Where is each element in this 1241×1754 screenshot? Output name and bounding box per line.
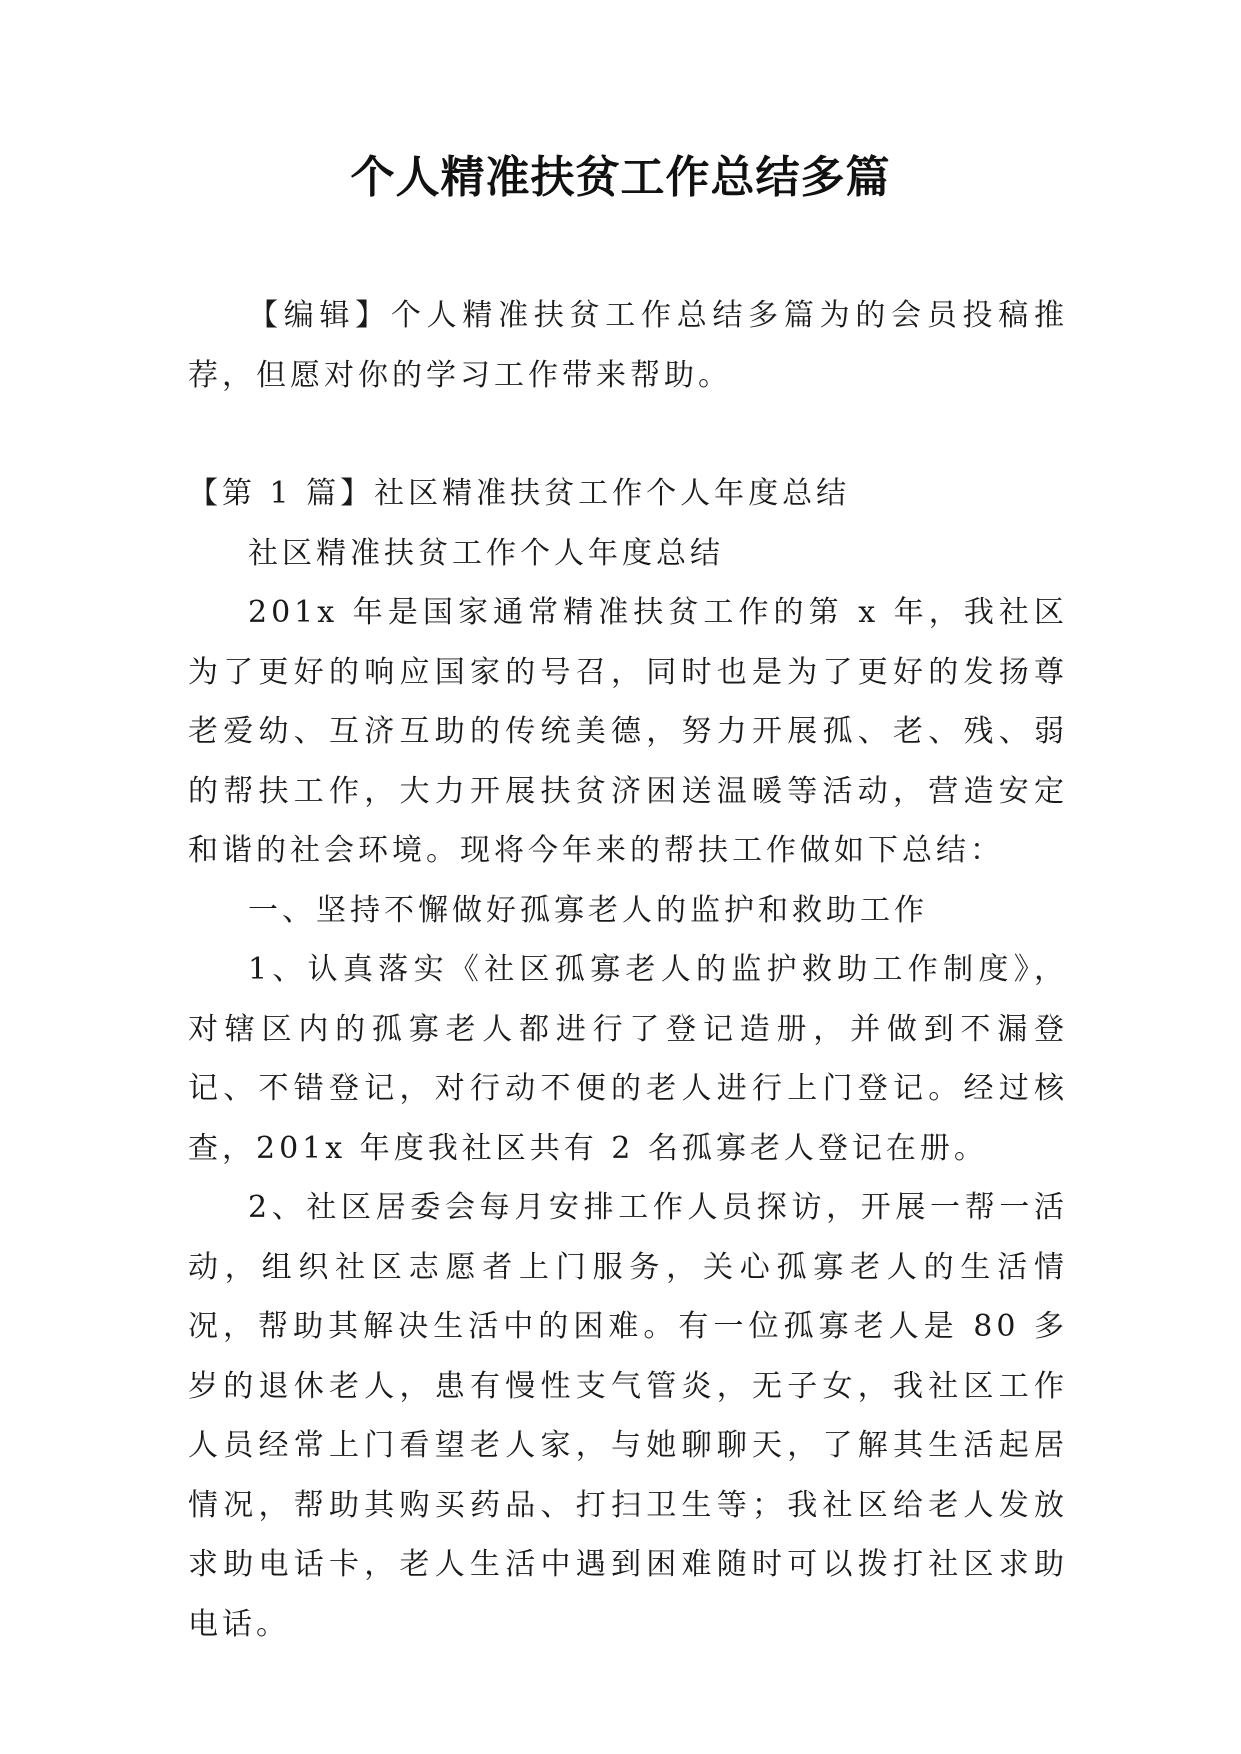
section-subtitle: 社区精准扶贫工作个人年度总结 <box>248 535 724 571</box>
body-paragraph: 201x 年是国家通常精准扶贫工作的第 x 年，我社区为了更好的响应国家的号召，同时也是为了更好的发扬尊老爱幼、互济互助的传统美德，努力开展孤、老、残、弱的帮扶工作，大力开展扶贫济困送温暖等活动，营造安定和谐的社会环境。现将今年来的帮扶工作做如下总结： <box>188 595 1068 868</box>
document-title: 个人精准扶贫工作总结多篇 <box>350 152 891 203</box>
body-paragraph: 1、认真落实《社区孤寡老人的监护救助工作制度》，对辖区内的孤寡老人都进行了登记造册，并做到不漏登记、不错登记，对行动不便的老人进行上门登记。经过核查，201x 年度我社区共有 2 名孤寡老人登记在册。 <box>188 952 1068 1166</box>
section-heading: 【第 1 篇】社区精准扶贫工作个人年度总结 <box>188 476 851 511</box>
document-body <box>188 286 1068 1654</box>
body-paragraph: 2、社区居委会每月安排工作人员探访，开展一帮一活动，组织社区志愿者上门服务，关心孤寡老人的生活情况，帮助其解决生活中的困难。有一位孤寡老人是 80 多岁的退休老人，患有慢性支气管炎，无子女，我社区工作人员经常上门看望老人家，与她聊聊天，了解其生活起居情况，帮助其购买药品、打扫卫生等；我社区给老人发放求助电话卡，老人生活中遇到困难随时可以拨打社区求助电话。 <box>188 1190 1068 1642</box>
intro-paragraph: 【编辑】个人精准扶贫工作总结多篇为的会员投稿推荐，但愿对你的学习工作带来帮助。 <box>188 298 1068 393</box>
subsection-heading: 一、坚持不懈做好孤寡老人的监护和救助工作 <box>248 892 928 928</box>
